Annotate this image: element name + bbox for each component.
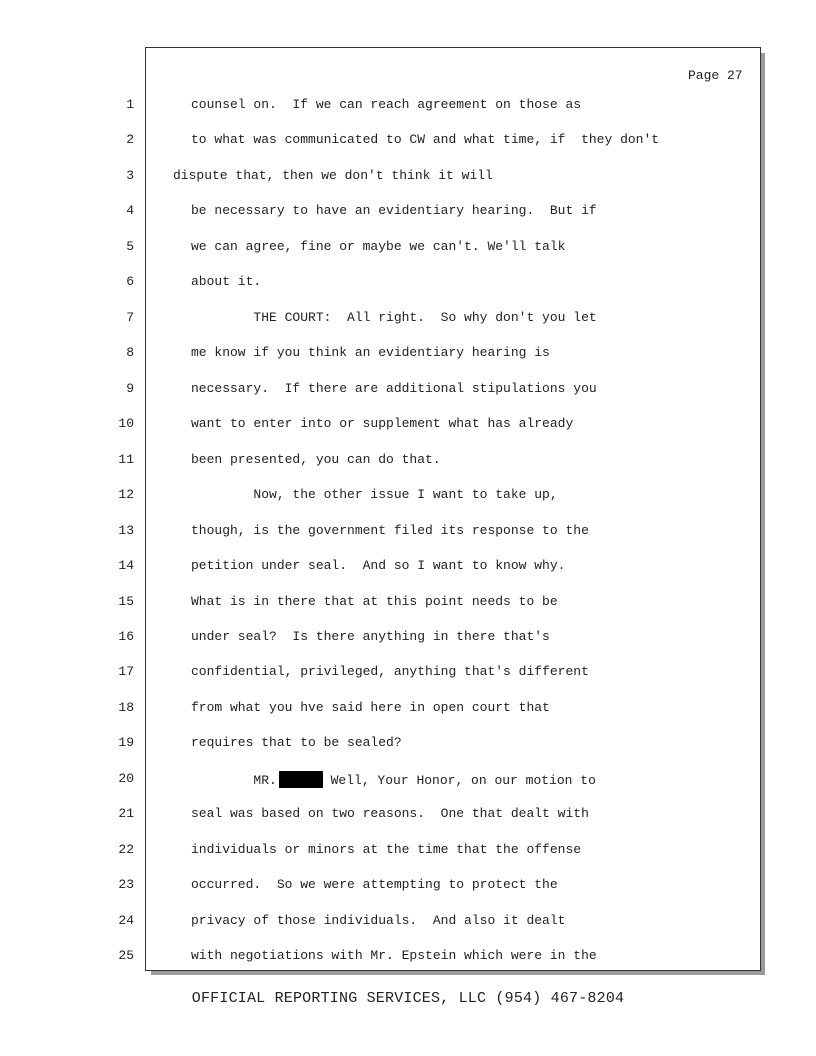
transcript-line: necessary. If there are additional stipulations you — [191, 381, 597, 396]
line-number: 25 — [118, 948, 134, 963]
page-number: Page 27 — [688, 68, 743, 83]
line-number: 22 — [118, 842, 134, 857]
transcript-line: What is in there that at this point needs to be — [191, 594, 558, 609]
line-number: 5 — [126, 239, 134, 254]
transcript-line: individuals or minors at the time that the offense — [191, 842, 582, 857]
transcript-line: requires that to be sealed? — [191, 735, 402, 750]
line-number: 23 — [118, 877, 134, 892]
line-number: 15 — [118, 594, 134, 609]
line-number: 24 — [118, 913, 134, 928]
line-number: 6 — [126, 274, 134, 289]
line-number: 13 — [118, 523, 134, 538]
line-number: 19 — [118, 735, 134, 750]
line-number: 14 — [118, 558, 134, 573]
transcript-line: seal was based on two reasons. One that dealt with — [191, 806, 589, 821]
speaker-text: Well, Your Honor, on our motion to — [322, 773, 596, 788]
transcript-line-redacted — [191, 771, 596, 789]
transcript-line: be necessary to have an evidentiary hearing. But if — [191, 203, 597, 218]
transcript-line: THE COURT: All right. So why don't you let — [191, 310, 597, 325]
line-number: 21 — [118, 806, 134, 821]
line-number: 2 — [126, 132, 134, 147]
transcript-line: under seal? Is there anything in there that's — [191, 629, 550, 644]
line-number: 1 — [126, 97, 134, 112]
transcript-line: confidential, privileged, anything that's different — [191, 664, 589, 679]
line-number: 8 — [126, 345, 134, 360]
transcript-line: dispute that, then we don't think it will — [173, 168, 493, 183]
speaker-label: MR. — [191, 773, 277, 788]
line-number: 17 — [118, 664, 134, 679]
line-number: 7 — [126, 310, 134, 325]
transcript-line: we can agree, fine or maybe we can't. We'll talk — [191, 239, 566, 254]
transcript-line: though, is the government filed its response to the — [191, 523, 589, 538]
line-number: 11 — [118, 452, 134, 467]
transcript-line: from what you hve said here in open court that — [191, 700, 550, 715]
transcript-line: to what was communicated to CW and what time, if they don't — [191, 132, 660, 147]
transcript-line: occurred. So we were attempting to protect the — [191, 877, 558, 892]
line-number: 18 — [118, 700, 134, 715]
transcript-line: counsel on. If we can reach agreement on those as — [191, 97, 582, 112]
line-number: 9 — [126, 381, 134, 396]
line-number: 12 — [118, 487, 134, 502]
transcript-line: Now, the other issue I want to take up, — [191, 487, 558, 502]
line-number: 10 — [118, 416, 134, 431]
transcript-line: petition under seal. And so I want to know why. — [191, 558, 566, 573]
transcript-line: privacy of those individuals. And also it dealt — [191, 913, 566, 928]
reporter-footer: OFFICIAL REPORTING SERVICES, LLC (954) 467-8204 — [191, 990, 625, 1007]
line-number: 16 — [118, 629, 134, 644]
line-number: 3 — [126, 168, 134, 183]
transcript-line: me know if you think an evidentiary hearing is — [191, 345, 550, 360]
transcript-line: about it. — [191, 274, 262, 289]
transcript-page-frame — [145, 47, 761, 971]
transcript-line: been presented, you can do that. — [191, 452, 441, 467]
line-number: 20 — [118, 771, 134, 786]
line-number: 4 — [126, 203, 134, 218]
transcript-line: want to enter into or supplement what has already — [191, 416, 574, 431]
transcript-line: with negotiations with Mr. Epstein which were in the — [191, 948, 597, 963]
redaction-bar — [279, 771, 323, 788]
